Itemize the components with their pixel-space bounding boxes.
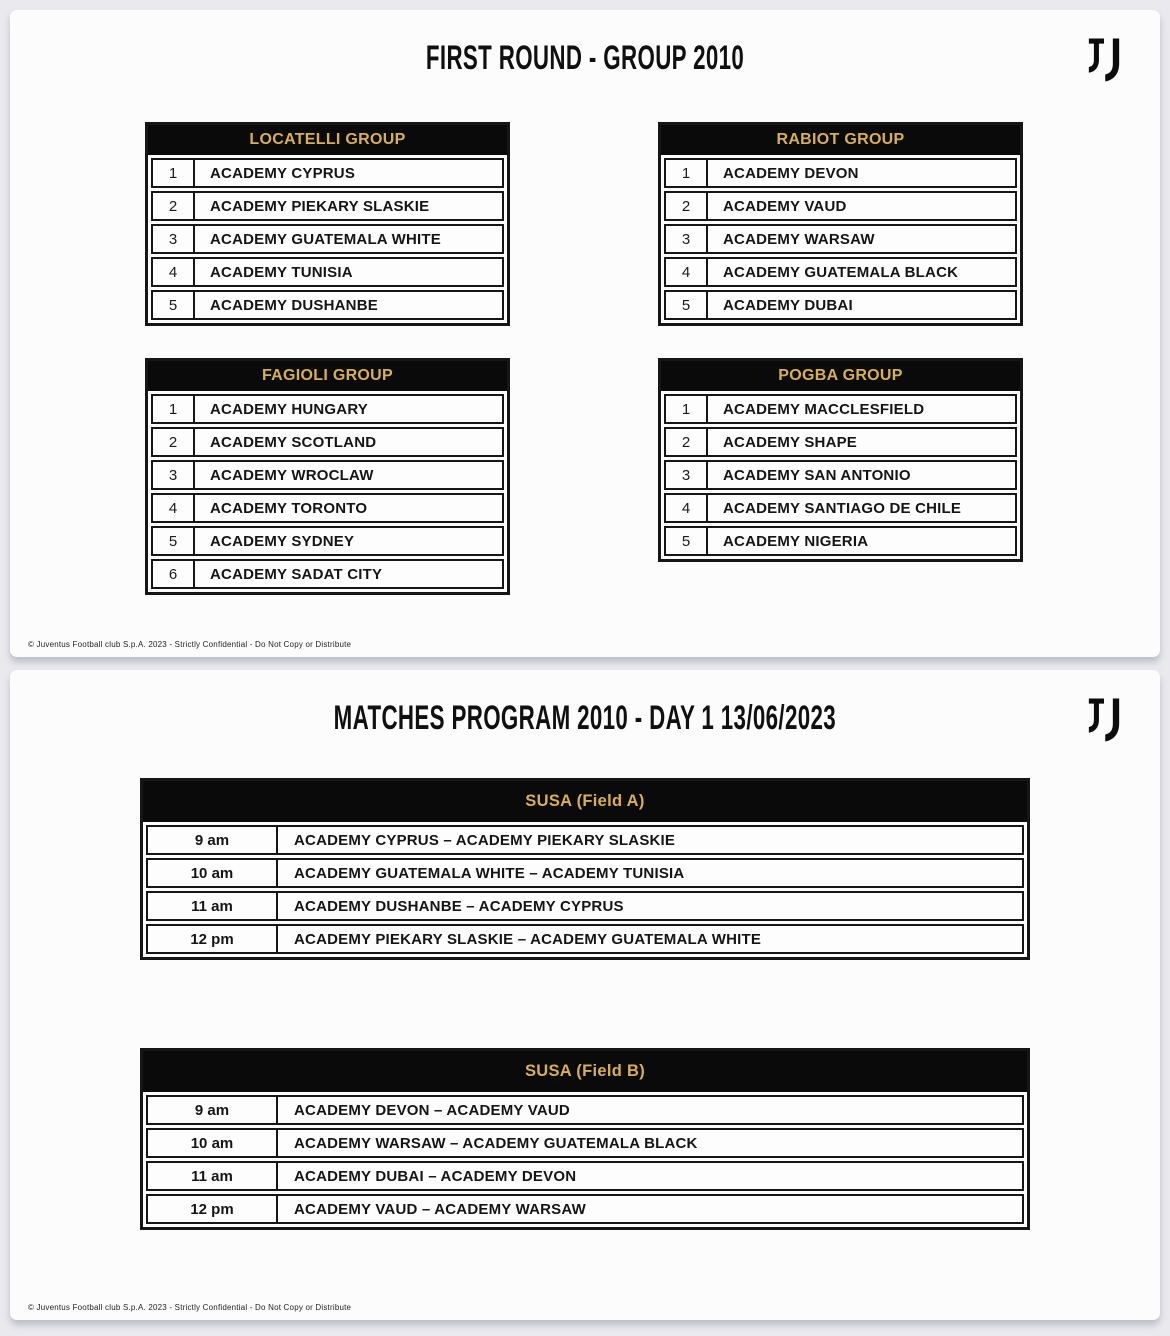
group-row bbox=[664, 526, 1017, 556]
schedule-table-field-a bbox=[140, 778, 1030, 960]
schedule-header: SUSA (Field A) bbox=[143, 781, 1027, 822]
match-row bbox=[146, 1128, 1024, 1158]
group-row bbox=[151, 290, 504, 320]
page-title: FIRST ROUND - GROUP 2010 bbox=[425, 37, 745, 78]
group-header: FAGIOLI GROUP bbox=[148, 361, 507, 391]
team-name: ACADEMY NIGERIA bbox=[723, 532, 869, 550]
team-name: ACADEMY TORONTO bbox=[210, 499, 368, 517]
group-row bbox=[664, 427, 1017, 457]
group-row bbox=[151, 257, 504, 287]
match-time: 10 am bbox=[148, 860, 278, 886]
team-name: ACADEMY SYDNEY bbox=[210, 532, 355, 550]
group-rows bbox=[661, 391, 1020, 559]
row-number: 3 bbox=[153, 226, 195, 252]
page1-title-row bbox=[10, 37, 1160, 78]
copyright-text: © Juventus Football club S.p.A. 2023 - Strictly Confidential - Do Not Copy or Distribute bbox=[28, 640, 352, 649]
match-fixture: ACADEMY GUATEMALA WHITE – ACADEMY TUNISIA bbox=[294, 864, 685, 882]
team-name: ACADEMY SANTIAGO DE CHILE bbox=[723, 499, 962, 517]
match-time: 9 am bbox=[148, 1097, 278, 1123]
group-table-fagioli bbox=[145, 358, 510, 595]
team-name: ACADEMY DUSHANBE bbox=[210, 296, 378, 314]
match-fixture: ACADEMY CYPRUS – ACADEMY PIEKARY SLASKIE bbox=[294, 831, 676, 849]
match-row bbox=[146, 1095, 1024, 1125]
group-row bbox=[664, 290, 1017, 320]
team-name: ACADEMY VAUD bbox=[723, 197, 847, 215]
group-row bbox=[664, 191, 1017, 221]
group-row bbox=[151, 427, 504, 457]
team-name: ACADEMY PIEKARY SLASKIE bbox=[210, 197, 430, 215]
team-name: ACADEMY SCOTLAND bbox=[210, 433, 377, 451]
match-row bbox=[146, 825, 1024, 855]
group-row bbox=[664, 158, 1017, 188]
group-row bbox=[664, 493, 1017, 523]
row-number: 3 bbox=[666, 226, 708, 252]
team-name: ACADEMY TUNISIA bbox=[210, 263, 353, 281]
group-row bbox=[664, 394, 1017, 424]
row-number: 5 bbox=[153, 528, 195, 554]
match-fixture: ACADEMY VAUD – ACADEMY WARSAW bbox=[294, 1200, 586, 1218]
match-time: 9 am bbox=[148, 827, 278, 853]
row-number: 4 bbox=[666, 495, 708, 521]
group-header: POGBA GROUP bbox=[661, 361, 1020, 391]
group-row bbox=[664, 224, 1017, 254]
group-table-rabiot bbox=[658, 122, 1023, 326]
group-row bbox=[151, 559, 504, 589]
match-row bbox=[146, 1194, 1024, 1224]
group-row bbox=[151, 493, 504, 523]
match-fixture: ACADEMY DUSHANBE – ACADEMY CYPRUS bbox=[294, 897, 624, 915]
group-rows bbox=[148, 391, 507, 592]
group-row bbox=[151, 158, 504, 188]
team-name: ACADEMY SADAT CITY bbox=[210, 565, 383, 583]
group-row bbox=[151, 460, 504, 490]
group-rows bbox=[661, 155, 1020, 323]
row-number: 1 bbox=[666, 160, 708, 186]
row-number: 3 bbox=[153, 462, 195, 488]
match-time: 11 am bbox=[148, 893, 278, 919]
row-number: 5 bbox=[153, 292, 195, 318]
group-row bbox=[151, 394, 504, 424]
row-number: 5 bbox=[666, 528, 708, 554]
group-table-locatelli bbox=[145, 122, 510, 326]
group-header: LOCATELLI GROUP bbox=[148, 125, 507, 155]
group-row bbox=[664, 257, 1017, 287]
team-name: ACADEMY WROCLAW bbox=[210, 466, 374, 484]
row-number: 3 bbox=[666, 462, 708, 488]
match-fixture: ACADEMY WARSAW – ACADEMY GUATEMALA BLACK bbox=[294, 1134, 698, 1152]
row-number: 2 bbox=[153, 193, 195, 219]
slide-first-round bbox=[10, 10, 1160, 657]
team-name: ACADEMY HUNGARY bbox=[210, 400, 369, 418]
row-number: 2 bbox=[666, 429, 708, 455]
row-number: 2 bbox=[153, 429, 195, 455]
match-time: 10 am bbox=[148, 1130, 278, 1156]
match-time: 11 am bbox=[148, 1163, 278, 1189]
juventus-logo-icon bbox=[1086, 696, 1122, 744]
page-title: MATCHES PROGRAM 2010 - DAY 1 13/06/2023 bbox=[333, 697, 837, 738]
row-number: 4 bbox=[153, 259, 195, 285]
match-row bbox=[146, 891, 1024, 921]
row-number: 1 bbox=[153, 160, 195, 186]
schedule-rows bbox=[143, 1092, 1027, 1227]
match-fixture: ACADEMY DUBAI – ACADEMY DEVON bbox=[294, 1167, 577, 1185]
group-row bbox=[151, 191, 504, 221]
match-row bbox=[146, 858, 1024, 888]
schedule-rows bbox=[143, 822, 1027, 957]
group-rows bbox=[148, 155, 507, 323]
match-fixture: ACADEMY PIEKARY SLASKIE – ACADEMY GUATEMALA WHITE bbox=[294, 930, 762, 948]
match-row bbox=[146, 924, 1024, 954]
juventus-logo-icon bbox=[1086, 36, 1122, 84]
match-time: 12 pm bbox=[148, 926, 278, 952]
group-header: RABIOT GROUP bbox=[661, 125, 1020, 155]
team-name: ACADEMY SHAPE bbox=[723, 433, 858, 451]
page2-title-row bbox=[10, 697, 1160, 738]
row-number: 5 bbox=[666, 292, 708, 318]
row-number: 4 bbox=[666, 259, 708, 285]
team-name: ACADEMY MACCLESFIELD bbox=[723, 400, 925, 418]
group-table-pogba bbox=[658, 358, 1023, 562]
team-name: ACADEMY SAN ANTONIO bbox=[723, 466, 911, 484]
copyright-text: © Juventus Football club S.p.A. 2023 - Strictly Confidential - Do Not Copy or Distribute bbox=[28, 1303, 352, 1312]
schedule-header: SUSA (Field B) bbox=[143, 1051, 1027, 1092]
schedule-table-field-b bbox=[140, 1048, 1030, 1230]
row-number: 1 bbox=[153, 396, 195, 422]
match-fixture: ACADEMY DEVON – ACADEMY VAUD bbox=[294, 1101, 570, 1119]
slide-matches-program bbox=[10, 670, 1160, 1320]
group-row bbox=[664, 460, 1017, 490]
team-name: ACADEMY GUATEMALA WHITE bbox=[210, 230, 441, 248]
row-number: 1 bbox=[666, 396, 708, 422]
row-number: 2 bbox=[666, 193, 708, 219]
team-name: ACADEMY CYPRUS bbox=[210, 164, 356, 182]
match-time: 12 pm bbox=[148, 1196, 278, 1222]
team-name: ACADEMY DEVON bbox=[723, 164, 859, 182]
group-row bbox=[151, 224, 504, 254]
group-row bbox=[151, 526, 504, 556]
row-number: 6 bbox=[153, 561, 195, 587]
team-name: ACADEMY WARSAW bbox=[723, 230, 875, 248]
team-name: ACADEMY GUATEMALA BLACK bbox=[723, 263, 959, 281]
match-row bbox=[146, 1161, 1024, 1191]
row-number: 4 bbox=[153, 495, 195, 521]
team-name: ACADEMY DUBAI bbox=[723, 296, 853, 314]
